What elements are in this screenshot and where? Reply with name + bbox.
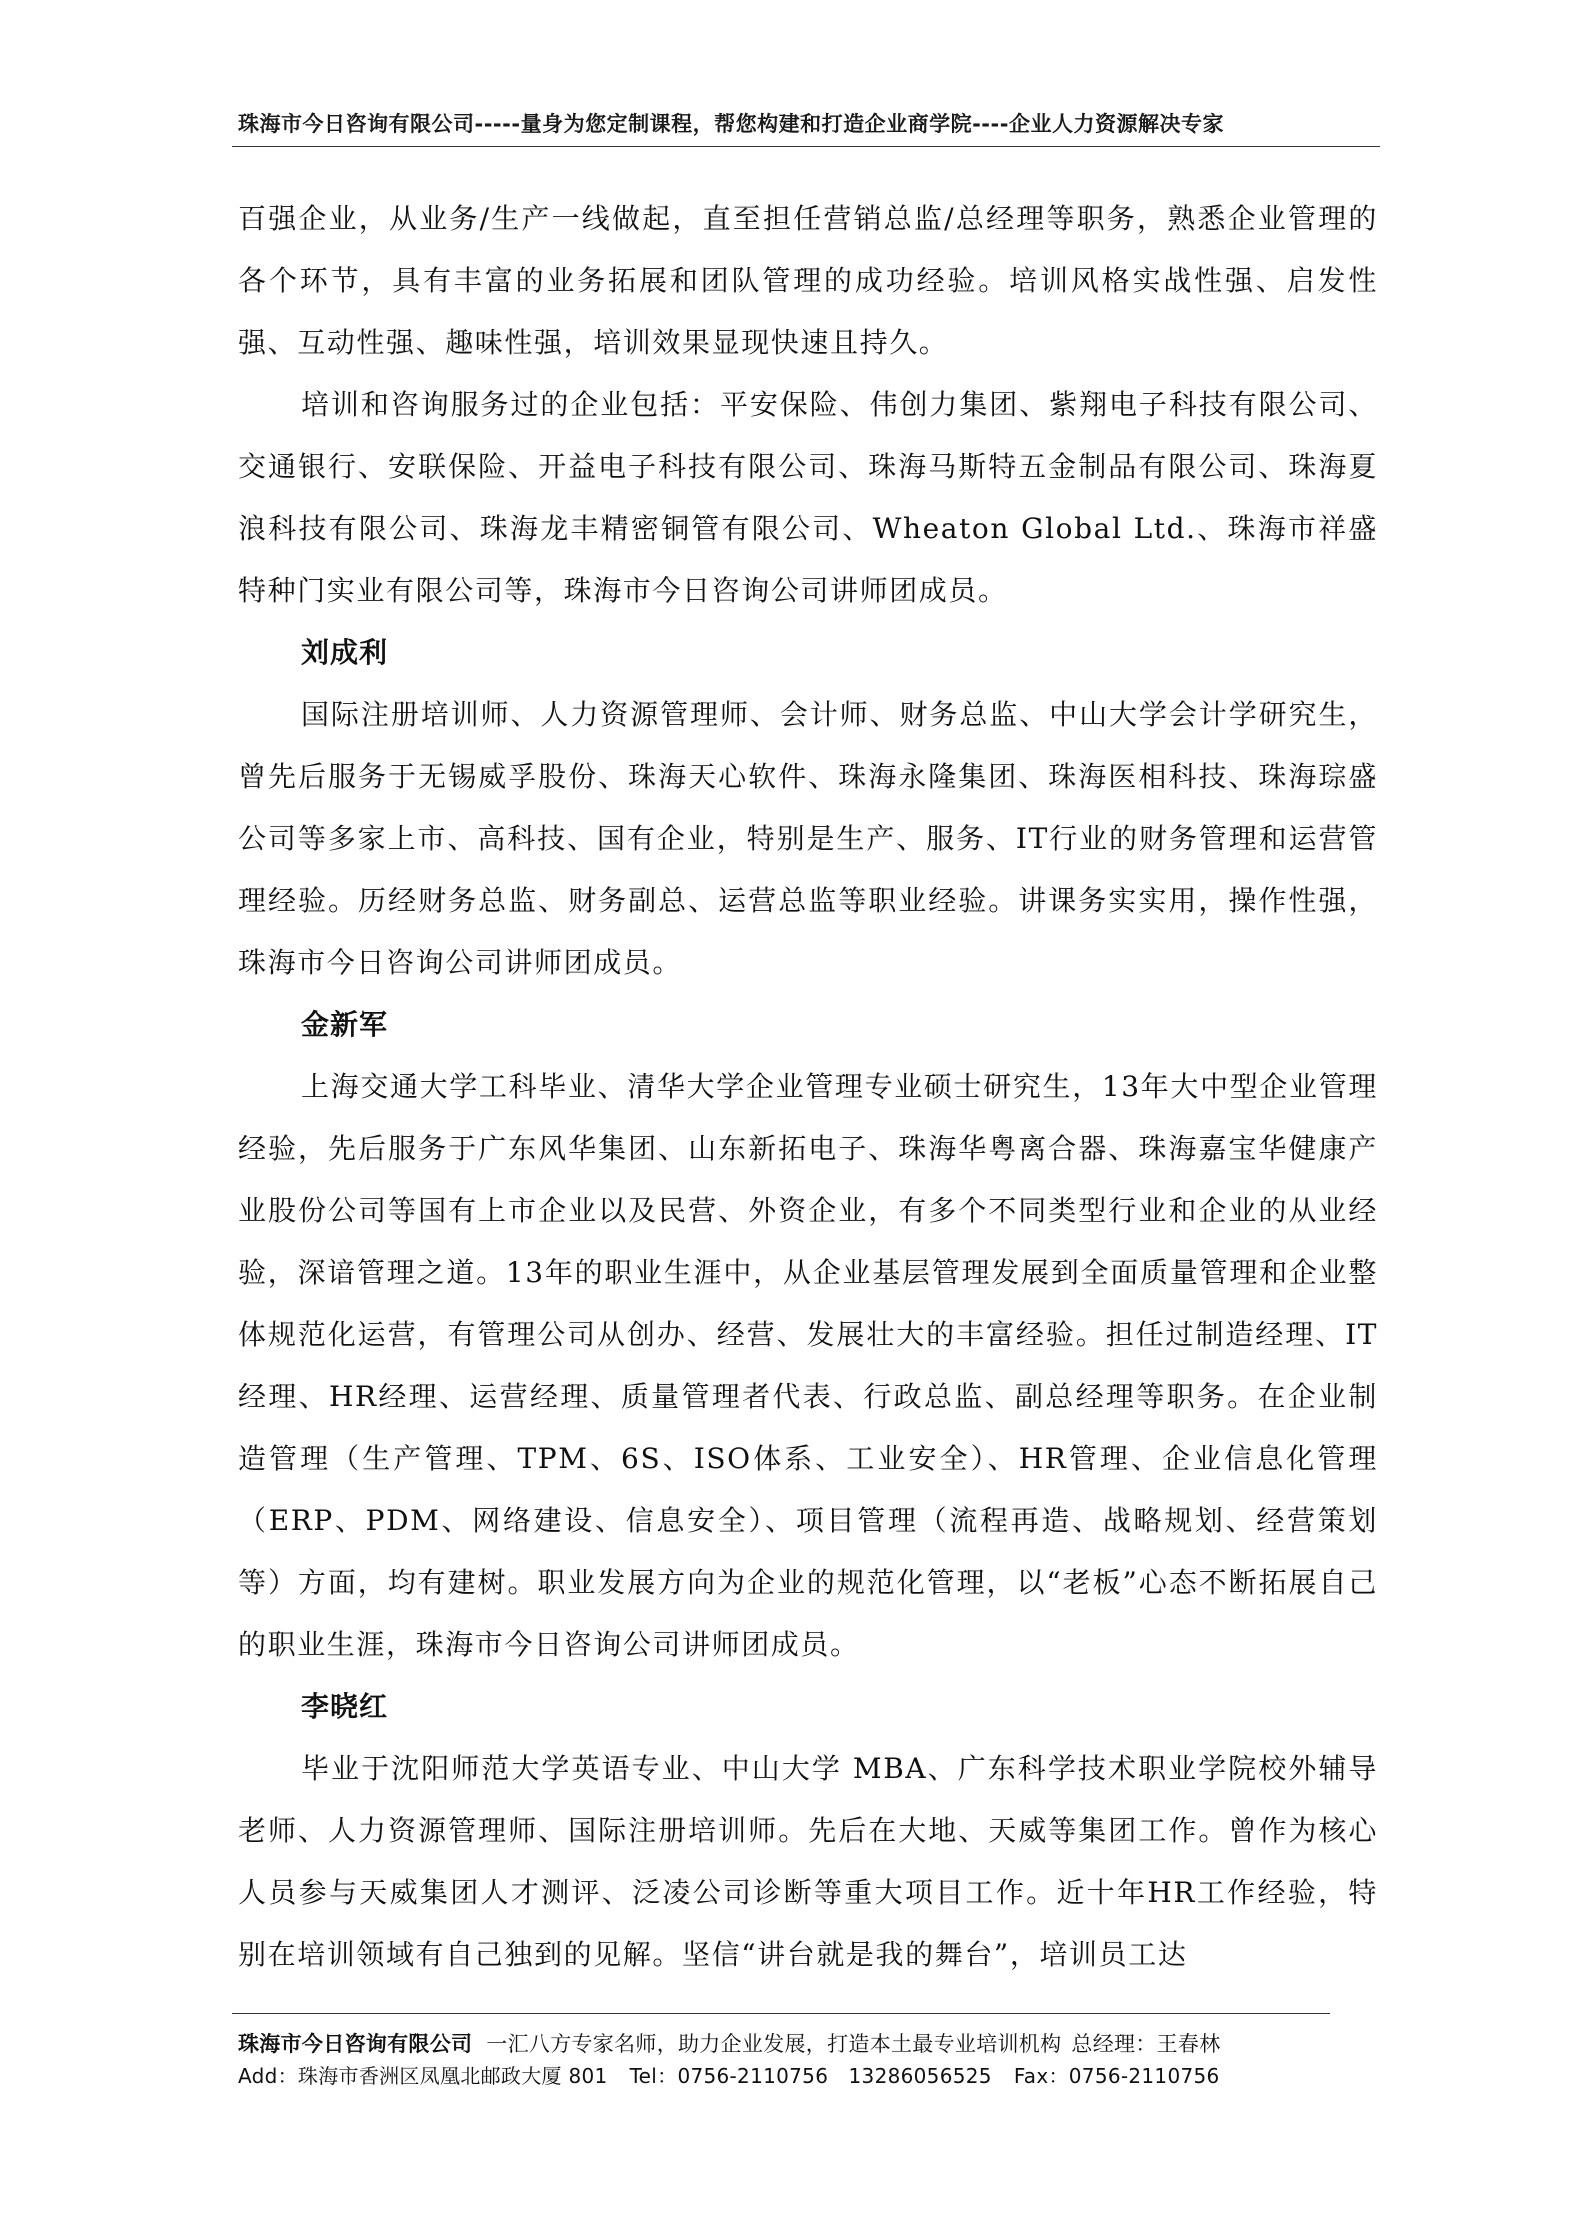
- intro-paragraph: 百强企业，从业务/生产一线做起，直至担任营销总监/总经理等职务，熟悉企业管理的各个环节，具有丰富的业务拓展和团队管理的成功经验。培训风格实战性强、启发性强、互动性强、趣味性强，培训效果显现快速且持久。: [238, 202, 1378, 359]
- clients-paragraph: 培训和咨询服务过的企业包括：平安保险、伟创力集团、紫翔电子科技有限公司、交通银行、安联保险、开益电子科技有限公司、珠海马斯特五金制品有限公司、珠海夏浪科技有限公司、珠海龙丰精密铜管有限公司、Wheaton Global Ltd.、珠海市祥盛特种门实业有限公司等，珠海市今日咨询公司讲师团成员。: [238, 388, 1378, 607]
- footer-slogan: 一汇八方专家名师，助力企业发展，打造本土最专业培训机构: [486, 2032, 1062, 2056]
- trainer-name-li: 李晓红: [301, 1690, 389, 1723]
- footer-fax: Fax：0756-2110756: [1013, 2064, 1220, 2088]
- trainer-name-liu: 刘成利: [301, 636, 389, 669]
- header-text: 珠海市今日咨询有限公司-----量身为您定制课程，帮您构建和打造企业商学院----企业人力资源解决专家: [238, 112, 1224, 136]
- header-divider: [232, 146, 1380, 147]
- trainer-bio-jin: 上海交通大学工科毕业、清华大学企业管理专业硕士研究生，13年大中型企业管理经验，先后服务于广东风华集团、山东新拓电子、珠海华粤离合器、珠海嘉宝华健康产业股份公司等国有上市企业以及民营、外资企业，有多个不同类型行业和企业的从业经验，深谙管理之道。13年的职业生涯中，从企业基层管理发展到全面质量管理和企业整体规范化运营，有管理公司从创办、经营、发展壮大的丰富经验。担任过制造经理、IT经理、HR经理、运营经理、质量管理者代表、行政总监、副总经理等职务。在企业制造管理（生产管理、TPM、6S、ISO体系、工业安全）、HR管理、企业信息化管理（ERP、PDM、网络建设、信息安全）、项目管理（流程再造、战略规划、经营策划等）方面，均有建树。职业发展方向为企业的规范化管理，以“老板”心态不断拓展自己的职业生涯，珠海市今日咨询公司讲师团成员。: [238, 1070, 1378, 1661]
- footer-tagline: [238, 2028, 1338, 2058]
- footer-company: 珠海市今日咨询有限公司: [238, 2032, 473, 2056]
- trainer-name-jin: 金新军: [301, 1008, 389, 1041]
- footer-general-manager: 总经理：王春林: [1071, 2032, 1221, 2056]
- footer-tel: Tel：0756-2110756 13286056525: [629, 2064, 992, 2088]
- trainer-bio-liu: 国际注册培训师、人力资源管理师、会计师、财务总监、中山大学会计学研究生，曾先后服务于无锡威孚股份、珠海天心软件、珠海永隆集团、珠海医相科技、珠海琮盛公司等多家上市、高科技、国有企业，特别是生产、服务、IT行业的财务管理和运营管理经验。历经财务总监、财务副总、运营总监等职业经验。讲课务实实用，操作性强，珠海市今日咨询公司讲师团成员。: [238, 698, 1378, 979]
- page-header: [238, 108, 1378, 138]
- trainer-bio-li: 毕业于沈阳师范大学英语专业、中山大学 MBA、广东科学技术职业学院校外辅导老师、人力资源管理师、国际注册培训师。先后在大地、天威等集团工作。曾作为核心人员参与天威集团人才测评、泛凌公司诊断等重大项目工作。近十年HR工作经验，特别在培训领域有自己独到的见解。坚信“讲台就是我的舞台”，培训员工达: [238, 1752, 1378, 1971]
- footer-contact: [238, 2060, 1338, 2089]
- document-body: [238, 188, 1378, 1986]
- footer-address: Add：珠海市香洲区凤凰北邮政大厦 801: [238, 2064, 608, 2088]
- footer-divider: [232, 2013, 1330, 2014]
